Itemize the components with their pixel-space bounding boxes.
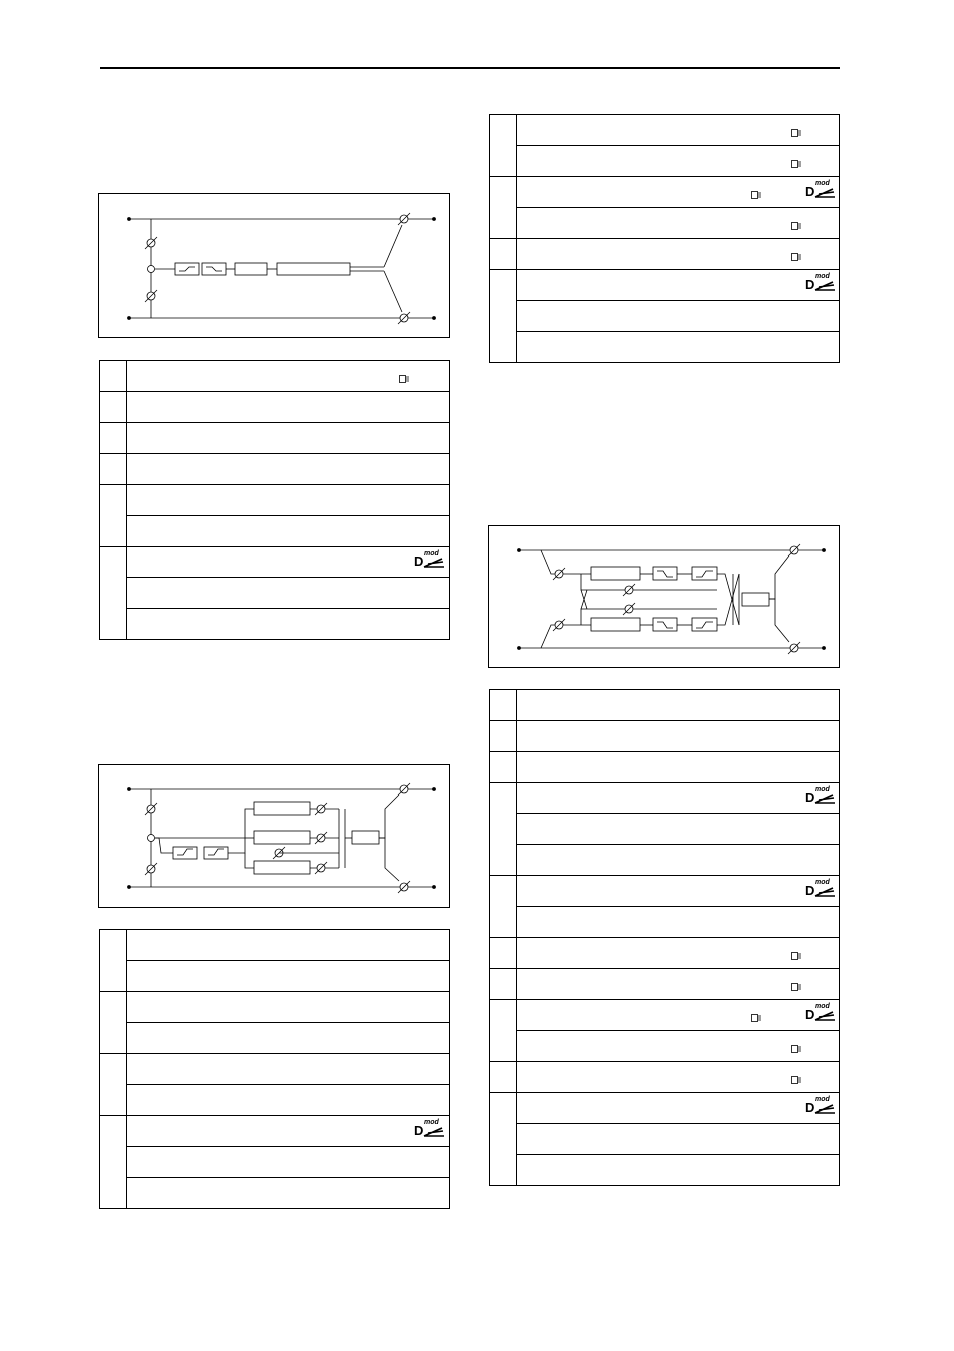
page-reference-icon[interactable] — [791, 248, 801, 256]
dynamic-modulation-icon: D mod — [805, 182, 837, 199]
page-reference-icon[interactable] — [791, 947, 801, 955]
parameter-table-d — [489, 689, 840, 1186]
signal-flow-diagram-a — [98, 193, 450, 338]
parameter-table-b — [99, 929, 450, 1209]
dynamic-modulation-icon: D mod — [414, 552, 446, 569]
dynamic-modulation-icon: D mod — [805, 1098, 837, 1115]
page-reference-icon[interactable] — [791, 124, 801, 132]
dynamic-modulation-icon: D mod — [805, 275, 837, 292]
page-reference-icon[interactable] — [791, 978, 801, 986]
page-reference-icon[interactable] — [399, 370, 409, 378]
signal-flow-diagram-c — [488, 525, 840, 668]
page-reference-icon[interactable] — [751, 1009, 761, 1017]
page-reference-icon[interactable] — [791, 1071, 801, 1079]
page-reference-icon[interactable] — [751, 186, 761, 194]
parameter-table-c — [489, 114, 840, 363]
dynamic-modulation-icon: D mod — [805, 881, 837, 898]
dynamic-modulation-icon: D mod — [414, 1121, 446, 1138]
page-reference-icon[interactable] — [791, 155, 801, 163]
dynamic-modulation-icon: D mod — [805, 788, 837, 805]
signal-flow-diagram-b — [98, 764, 450, 908]
page-reference-icon[interactable] — [791, 217, 801, 225]
dynamic-modulation-icon: D mod — [805, 1005, 837, 1022]
header-rule — [100, 67, 840, 69]
parameter-table-a — [99, 360, 450, 640]
page-reference-icon[interactable] — [791, 1040, 801, 1048]
